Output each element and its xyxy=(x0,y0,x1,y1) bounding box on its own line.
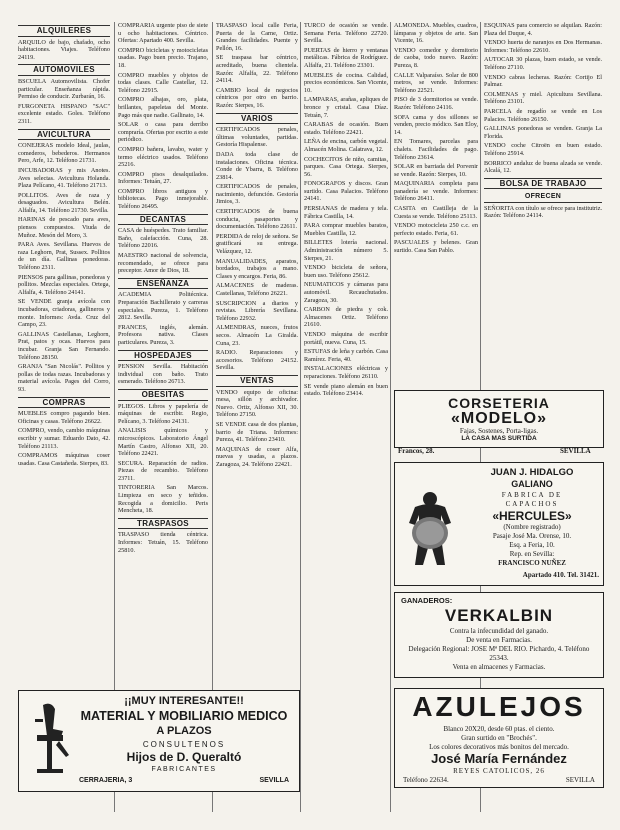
classified-ad: TRASPASO local calle Feria, Puerta de la Carne, Ortiz. Grandes facilidades. Puente y Pellón, 16. xyxy=(216,22,298,52)
corseteria-name: «MODELO» xyxy=(450,410,547,427)
classified-ad: GRANJA "San Nicolás". Pollitos y pollas de todas razas. Incubadoras y material avícola. Pages del Corro, 93. xyxy=(18,363,110,393)
verkalbin-line4: Venta en almacenes y Farmacias. xyxy=(452,663,546,671)
section-heading: OBESITAS xyxy=(118,389,208,401)
classified-ad: MUEBLES de cocina. Calidad, precios económicos. San Vicente, 10. xyxy=(304,71,388,94)
hercules-fabrica: FABRICA DE xyxy=(501,491,563,499)
classified-ad: VENDO coche Citroën en buen estado. Teléfono 25914. xyxy=(484,142,602,157)
azulejos-title: AZULEJOS xyxy=(412,691,586,722)
classified-ad: MAQUINAS de coser Alfa, nuevas y usadas, a plazos. Zaragoza, 24. Teléfono 22421. xyxy=(216,445,298,468)
hercules-owner2: GALIANO xyxy=(511,479,553,489)
section-heading: BOLSA DE TRABAJO xyxy=(484,178,602,190)
classified-ad: SOLAR en barriada del Porvenir se vende. Razón: Sierpes, 10. xyxy=(394,163,478,178)
classified-ad: COMPRO libros antiguos y bibliotecas. Pago inmejorable. Teléfono 26495. xyxy=(118,187,208,211)
classified-ad: FRANCES, inglés, alemán. Profesora nativa. Clases particulares. Pureza, 3. xyxy=(118,323,208,346)
classified-ad: CALLE Valparaíso. Solar de 800 metros, se vende. Informes: Teléfono 22521. xyxy=(394,71,478,94)
classified-ad: ALMACENES de maderas. Castellanas, Teléfono 26221. xyxy=(216,282,298,297)
classified-ad: GALLINAS ponedoras se venden. Granja La Florida. xyxy=(484,125,602,140)
corseteria-line1: Fajas, Sostenes, Porta-ligas. xyxy=(459,427,539,435)
hercules-address1: Pasaje José Ma. Orense, 10. xyxy=(492,532,572,540)
classified-ad: NEUMATICOS y cámaras para automóvil. Recauchutados. Zaragoza, 30. xyxy=(304,281,388,304)
hercules-tagline: (Nombre registrado) xyxy=(503,523,561,531)
classified-ad: PARA Aves. Sevillana. Huevos de raza Leghorn, Prat, Sussex. Pollitos de un día. Gallinas ponedoras. Teléfono 2311. xyxy=(18,241,110,272)
section-heading: ENSEÑANZA xyxy=(118,278,208,290)
classified-ad: ARQUILO de bajo, chafado, ocho habitaciones. Viajes. Teléfono 24119. xyxy=(18,38,110,61)
classified-ad: SOFA cama y dos sillones se venden, precio módico. San Eloy, 14. xyxy=(394,113,478,136)
classified-ad: FONOGRAFOS y discos. Gran surtido. Casa Palacios. Teléfono 24141. xyxy=(304,180,388,203)
section-heading: ALQUILERES xyxy=(18,25,110,37)
classified-ad: CARABAS de ocasión. Buen estado. Teléfono 22421. xyxy=(304,121,388,136)
ad-material-medico xyxy=(18,690,300,792)
classified-ad: CARBON de piedra y cok. Almacenes Ortiz. Teléfono 21610. xyxy=(304,306,388,329)
classified-column-1 xyxy=(18,22,110,642)
classified-ad: CONEJERAS modelo Ideal, jaulas, comederos, bebederos. Hermanos Pero, Arfe, 12. Teléfono 21731. xyxy=(18,142,110,165)
classified-column-2 xyxy=(118,22,208,554)
azulejos-name: José María Fernández xyxy=(431,751,567,766)
classified-ad: LEÑA de encina, carbón vegetal. Almacén Molina. Calatrava, 12. xyxy=(304,138,388,153)
classified-column-6 xyxy=(484,22,602,382)
classified-ad: VENDO cabras lecheras. Razón: Cortijo El Palmar. xyxy=(484,73,602,89)
classified-ad: HARINAS de pescado para aves, piensos compuestos. Viuda de Muñoz. Mesón del Moro, 3. xyxy=(18,216,110,239)
corseteria-city: SEVILLA xyxy=(560,447,591,455)
classified-ad: PIENSOS para gallinas, ponedoras y pollitos. Mezclas especiales. Ortega, Alfalfa, 4. Teléfono 24141. xyxy=(18,273,110,296)
medico-line2: MATERIAL Y MOBILIARIO MEDICO xyxy=(80,709,288,723)
hercules-owner: JUAN J. HIDALGO xyxy=(490,467,574,478)
classified-ad: ACADEMIA Politécnica. Preparación Bachillerato y carreras especiales. Pureza, 1. Teléfono 2812. Sevilla. xyxy=(118,291,208,322)
column-rule xyxy=(390,22,391,812)
classified-column-4 xyxy=(304,22,388,817)
classified-ad: COMPRO pisos desalquilados. Informes: Tetuán, 27. xyxy=(118,170,208,186)
medico-line1: ¡¡MUY INTERESANTE!! xyxy=(124,695,244,707)
medico-line6: FABRICANTES xyxy=(151,766,217,773)
classified-ad: BORRICO andaluz de buena alzada se vende. Alcalá, 12. xyxy=(484,159,602,175)
classified-ad: CAMBIO local de negocios céntricos por otro en barrio. Razón: Sierpes, 16. xyxy=(216,86,298,109)
classified-ad: CERTIFICADOS de penales, nacimiento, defunción. Gestoría Jimios, 3. xyxy=(216,183,298,206)
classified-ad: ALMENDRAS, nueces, frutos secos. Almacén La Giralda. Cuna, 23. xyxy=(216,324,298,347)
hercules-product: CAPACHOS xyxy=(505,500,559,508)
section-heading: VENTAS xyxy=(216,375,298,387)
classified-ad: EN Tomares, parcelas para chalets. Facilidades de pago. Teléfono 23614. xyxy=(394,138,478,161)
strongman-icon xyxy=(399,489,461,569)
section-heading: TRASPASOS xyxy=(118,518,208,530)
classified-ad: TRASPASO tienda céntrica. Informes: Tetuán, 15. Teléfono 25810. xyxy=(118,531,208,554)
classified-ad: SECURA. Reparación de radios. Piezas de recambio. Teléfono 23711. xyxy=(118,459,208,482)
classified-ad: VENDO motocicleta 250 c.c. en perfecto estado. Feria, 61. xyxy=(394,222,478,237)
verkalbin-line3: Delegación Regional: JOSE Mª DEL RIO. Pichardo, 4. Teléfono 25343. xyxy=(408,645,590,662)
classified-ad: COMPRARIA urgente piso de siete u ocho habitaciones. Céntrico. Ofertas: Apartado 400. Sevilla. xyxy=(118,22,208,45)
classified-ad: FURGONETA HISPANO "SAC" excelente estado. Goles. Teléfono 2311. xyxy=(18,102,110,125)
classified-ad: MUEBLES compro pagando bien. Oficinas y casas. Teléfono 26622. xyxy=(18,410,110,425)
azulejos-line2: Gran surtido en "Brochés". xyxy=(461,734,537,742)
classified-ad: SUSCRIPCION a diarios y revistas. Librería Sevillana. Teléfono 22932. xyxy=(216,299,298,322)
classified-ad: SOLAR o casa para derribo compraría. Ofertas por escrito a este periódico. xyxy=(118,121,208,144)
section-heading: DECANTAS xyxy=(118,214,208,226)
classified-ad: CASA de huéspedes. Trato familiar. Baño, calefacción. Cuna, 28. Teléfono 22016. xyxy=(118,227,208,250)
azulejos-city: SEVILLA xyxy=(565,776,595,784)
classified-ad: RADIO. Reparaciones y accesorios. Teléfono 24152. Sevilla. xyxy=(216,349,298,372)
classified-ad: GALLINAS Castellanas, Leghorn, Prat, patos y ocas. Huevos para incubar. Granja San Fernando. Teléfono 28150. xyxy=(18,330,110,361)
classified-ad: MANUALIDADES, aparatos, bordados, trabajos a mano. Clases y encargos. Feria, 86. xyxy=(216,257,298,280)
classified-ad: AUTOCAR 30 plazas, buen estado, se vende. Teléfono 27110. xyxy=(484,56,602,71)
ad-capachos-hercules xyxy=(394,462,604,586)
classified-ad: DADA toda clase de instalaciones. Oficina técnica. Conde de Ybarra, 8. Teléfono 23814. xyxy=(216,150,298,181)
medico-city: SEVILLA xyxy=(259,777,289,784)
classified-ad: PUERTAS de hierro y ventanas metálicas. Fábrica de Rodríguez. Alfalfa, 21. Teléfono 23301. xyxy=(304,46,388,69)
classified-ad: COMPRO muebles y objetos de todas clases. Calle Castellar, 12. Teléfono 22915. xyxy=(118,71,208,94)
corseteria-address: Francos, 28. xyxy=(398,447,435,455)
medico-line4: CONSULTENOS xyxy=(142,740,226,749)
medico-address: CERRAJERIA, 3 xyxy=(79,777,133,784)
classified-ad: COLMENAS y miel. Apicultura Sevillana. Teléfono 23101. xyxy=(484,90,602,106)
classified-ad: CERTIFICADOS de buena conducta, pasaportes y documentación. Teléfono 22611. xyxy=(216,208,298,231)
hercules-detail: Rep. en Sevilla: xyxy=(509,550,555,558)
ad-corseteria-modelo xyxy=(394,390,604,448)
hercules-contact: Apartado 410. Tel. 31421. xyxy=(522,571,599,579)
classified-ad: COMPRO alhajas, oro, plata, brillantes, papeletas del Monte. Pago más que nadie. Gallinato, 14. xyxy=(118,96,208,119)
corseteria-line2: LA CASA MAS SURTIDA xyxy=(461,435,537,442)
azulejos-line1: Blanco 20X20, desde 60 ptas. el ciento. xyxy=(443,725,555,733)
ad-azulejos xyxy=(394,688,604,788)
classified-ad: COMPRAMOS máquinas coser usadas. Casa Castañeda. Sierpes, 83. xyxy=(18,452,110,467)
classified-ad: PLIEGOS. Libros y papelería de máquinas de escribir. Regio, Pelícano, 3. Teléfono 24131. xyxy=(118,402,208,425)
classified-ad: LAMPARAS, arañas, apliques de bronce y cristal. Casa Díaz. Tetuán, 7. xyxy=(304,96,388,119)
classified-ad: MAQUINARIA completa para panadería se vende. Informes: Teléfono 26411. xyxy=(394,180,478,203)
section-heading: HOSPEDAJES xyxy=(118,350,208,362)
classified-ad: INSTALACIONES eléctricas y reparaciones. Teléfono 26110. xyxy=(304,365,388,380)
medico-line3: A PLAZOS xyxy=(156,725,212,737)
classified-ad: VENDO bicicleta de señora, buen uso. Teléfono 25612. xyxy=(304,264,388,279)
section-heading: COMPRAS xyxy=(18,397,110,409)
classified-ad: POLLITOS. Aves de raza y desaguados. Avicultura Belén. Alfalfa, 14. Teléfono 21730. Sevilla. xyxy=(18,191,110,214)
classified-ad: VENDO comedor y dormitorio de caoba, todo nuevo. Razón: Pureza, 8. xyxy=(394,46,478,69)
classified-ad: ANALISIS químicos y microscópicos. Laboratorio Ángel Martín Castro, Alfonso XII, 20. Teléfono 22421. xyxy=(118,427,208,458)
classified-ad: PARA comprar muebles baratos, Muebles Castilla, 12. xyxy=(304,222,388,237)
section-heading: AVICULTURA xyxy=(18,129,110,141)
classified-ad: PENSION Sevilla. Habitación individual con baño. Trato esmerado. Teléfono 26713. xyxy=(118,363,208,386)
classified-ad: PARCELA de regadío se vende en Los Palacios. Teléfono 26150. xyxy=(484,107,602,123)
subsection-heading: OFRECEN xyxy=(484,192,602,203)
classified-ad: SE traspasa bar céntrico, acreditado, buena clientela. Razón: Alfalfa, 22. Teléfono 24114. xyxy=(216,54,298,85)
classified-ad: SE vende piano alemán en buen estado. Teléfono 23414. xyxy=(304,382,388,398)
classified-ad: MAESTRO nacional de solvencia, recomendado, se ofrece para preceptor. Amor de Dios, 18. xyxy=(118,252,208,275)
classified-ad: SE VENDE granja avícola con incubadoras, criadoras, gallineros y monte. Informes: Avda. Cruz del Campo, 23. xyxy=(18,298,110,329)
ad-verkalbin xyxy=(394,592,604,678)
classified-ad: PERDIDA de reloj de señora. Se gratificará su entrega. Velázquez, 12. xyxy=(216,232,298,256)
classified-ad: TINTORERIA San Marcos. Limpieza en seco y teñidos. Recogida a domicilio. Peris Mencheta, 18. xyxy=(118,484,208,515)
classified-ad: TURCO de ocasión se vende. Semana Feria. Teléfono 22720. Sevilla. xyxy=(304,22,388,45)
azulejos-phone: Teléfono 22634. xyxy=(403,776,449,784)
hercules-brand: «HERCULES» xyxy=(492,509,572,523)
azulejos-address: REYES CATOLICOS, 26 xyxy=(453,767,545,775)
classified-ad: CASITA en Castilleja de la Cuesta se vende. Teléfono 25113. xyxy=(394,205,478,220)
classified-ad: SE VENDE casa de dos plantas, barrio de Triana. Informes: Pureza, 41. Teléfono 23410. xyxy=(216,420,298,444)
classified-ad: COCHECITOS de niño, camitas, parques. Casa Ortega. Sierpes, 56. xyxy=(304,155,388,178)
classified-ad: BILLETES lotería nacional. Administración número 5. Sierpes, 21. xyxy=(304,239,388,262)
classified-column-5 xyxy=(394,22,478,377)
classified-ad: BSCUELA Automovilista. Chofer particular. Enseñanza rápida. Permiso de conducir. Zurbarán, 16. xyxy=(18,77,110,101)
classified-ad: PASCUALES y belenes. Gran surtido. Casa San Pablo. xyxy=(394,239,478,255)
section-heading: VARIOS xyxy=(216,113,298,125)
classified-ad: PERSIANAS de madera y tela. Fábrica Castilla, 14. xyxy=(304,205,388,220)
classified-ad: CERTIFICADOS penales, últimas voluntades, partidas. Gestoría Hispalense. xyxy=(216,126,298,149)
column-rule xyxy=(300,22,301,812)
classified-ad: SEÑORITA con título se ofrece para institutriz. Razón: Teléfono 24114. xyxy=(484,204,602,220)
verkalbin-top: GANADEROS: xyxy=(401,596,453,605)
medico-company: Hijos de D. Queraltó xyxy=(126,750,242,764)
verkalbin-brand: VERKALBIN xyxy=(444,606,554,625)
classified-ad: ALMONEDA. Muebles, cuadros, lámparas y objetos de arte. San Vicente, 16. xyxy=(394,22,478,45)
hercules-rep: FRANCISCO NUÑEZ xyxy=(498,559,566,567)
classified-ad: ESQUINAS para comercio se alquilan. Razón: Plaza del Duque, 4. xyxy=(484,22,602,37)
classified-column-3 xyxy=(216,22,298,492)
classified-ad: PISO de 3 dormitorios se vende. Razón: Teléfono 24116. xyxy=(394,96,478,111)
classified-ad: INCUBADORAS y mis Anotes. Aves selectas. Avicultura Holanda. Plaza Pelícano, 41. Teléfono 21713. xyxy=(18,166,110,190)
corseteria-title: CORSETERIA xyxy=(448,395,550,411)
classified-ad: VENDO máquina de escribir portátil, nueva. Cuna, 15. xyxy=(304,330,388,346)
classified-ad: ESTUFAS de leña y carbón. Casa Ramírez. Feria, 40. xyxy=(304,348,388,363)
verkalbin-line1: Contra la infecundidad del ganado. xyxy=(449,627,549,635)
section-heading: AUTOMOVILES xyxy=(18,64,110,76)
hercules-address2: Esq. a Feria, 10. xyxy=(509,541,555,549)
classified-ad: COMPRO, vendo, cambio máquinas escribir y sumar. Eduardo Dato, 42. Teléfono 21113. xyxy=(18,427,110,450)
classified-ad: COMPRO bicicletas y motocicletas usadas. Pago buen precio. Trajano, 18. xyxy=(118,46,208,69)
classified-ad: VENDO equipo de oficina: mesa, sillón y archivador. Nuevo. Ortiz, Alfonso XII, 30. Teléfono 27150. xyxy=(216,388,298,419)
verkalbin-line2: De venta en Farmacias. xyxy=(466,636,532,644)
classified-ad: COMPRO bañera, lavabo, water y termo eléctrico usados. Teléfono 25216. xyxy=(118,145,208,169)
azulejos-line3: Los colores decorativos más bonitos del mercado. xyxy=(429,743,569,751)
classified-ad: VENDO huerta de naranjos en Dos Hermanas. Informes: Teléfono 22610. xyxy=(484,39,602,54)
